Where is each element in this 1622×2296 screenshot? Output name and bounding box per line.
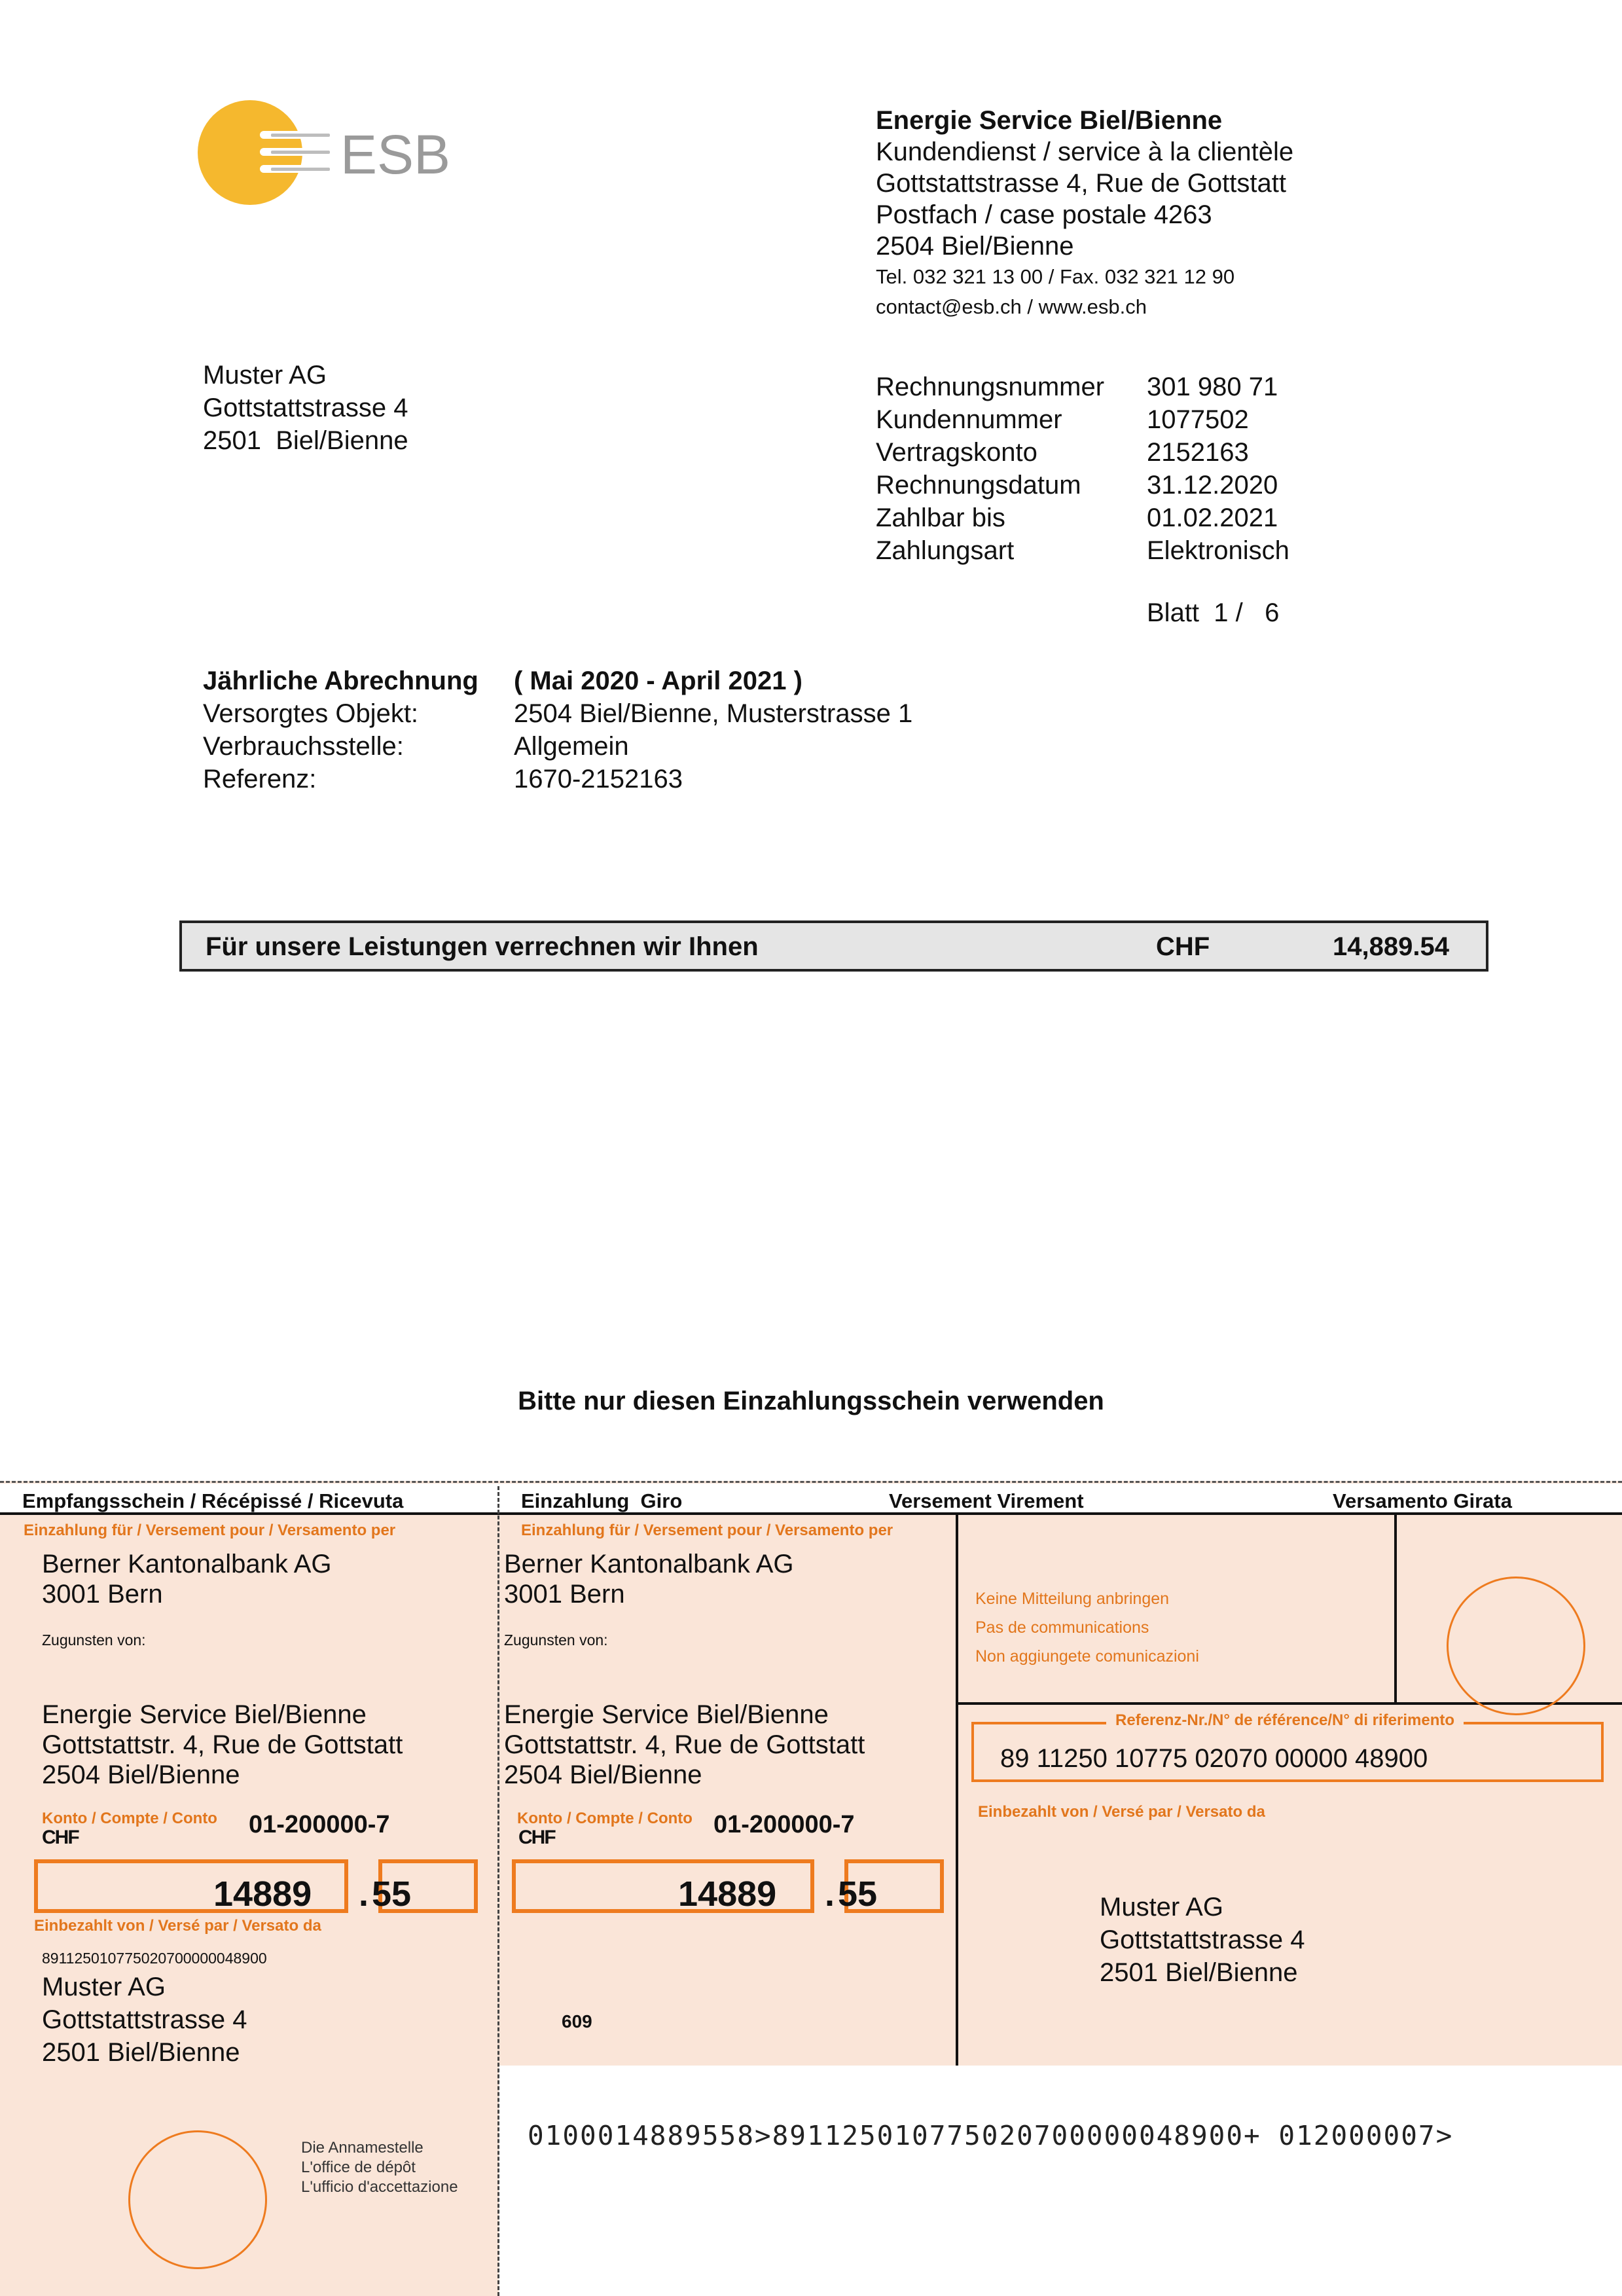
due-date: 01.02.2021: [1147, 503, 1278, 532]
cut-line: [0, 1481, 1622, 1483]
billing-details: [203, 665, 912, 795]
virement-title: Versement Virement: [889, 1489, 1084, 1512]
payment-payee-street: Gottstattstr. 4, Rue de Gottstatt: [504, 1730, 865, 1759]
receipt-payer-city: 2501 Biel/Bienne: [42, 2038, 240, 2067]
invoice-meta: [876, 371, 1289, 567]
total-amount: 14,889.54: [1333, 932, 1449, 961]
receipt-amount-cents: 55: [372, 1874, 412, 1914]
esb-logo: [198, 97, 460, 208]
receipt-stamp-circle: [128, 2130, 267, 2269]
office-de: Die Annamestelle: [301, 2139, 424, 2157]
receipt-bank-city: 3001 Bern: [42, 1580, 163, 1609]
payment-payee-city: 2504 Biel/Bienne: [504, 1760, 702, 1789]
due-date-label: Zahlbar bis: [876, 503, 1005, 532]
payment-bank-name: Berner Kantonalbank AG: [504, 1550, 794, 1578]
sender-department: Kundendienst / service à la clientèle: [876, 137, 1294, 166]
reference-number: 89 11250 10775 02070 00000 48900: [1000, 1744, 1428, 1773]
receipt-payee-city: 2504 Biel/Bienne: [42, 1760, 240, 1789]
sender-address: [876, 105, 1293, 322]
invoice-date-label: Rechnungsdatum: [876, 471, 1081, 500]
billing-period: ( Mai 2020 - April 2021 ): [514, 666, 802, 695]
payment-amount-dot: .: [825, 1874, 835, 1914]
office-it: L'ufficio d'accettazione: [301, 2178, 458, 2196]
receipt-bank-name: Berner Kantonalbank AG: [42, 1550, 332, 1578]
payment-for-label: Einzahlung für / Versement pour / Versamento per: [521, 1522, 893, 1539]
sender-city: 2504 Biel/Bienne: [876, 232, 1074, 261]
payment-method-label: Zahlungsart: [876, 536, 1015, 565]
ocr-codeline: 0100014889558>891125010775020700000048900+ 012000007>: [528, 2120, 1454, 2151]
payment-amount-cents: 55: [838, 1874, 878, 1914]
sender-contact[interactable]: contact@esb.ch / www.esb.ch: [876, 295, 1147, 318]
receipt-payer-street: Gottstattstrasse 4: [42, 2005, 247, 2034]
payment-payee: [504, 1700, 865, 1790]
customer-number: 1077502: [1147, 405, 1249, 434]
slip-vertical-rule: [956, 1514, 958, 2066]
invoice-date: 31.12.2020: [1147, 471, 1278, 500]
payment-amount-francs: 14889: [678, 1874, 777, 1914]
receipt-bank: [42, 1549, 332, 1609]
payment-bank-city: 3001 Bern: [504, 1580, 625, 1609]
payer-address: [1100, 1891, 1305, 1989]
post-stamp-circle: [1447, 1576, 1585, 1715]
receipt-title: Empfangsschein / Récépissé / Ricevuta: [22, 1489, 404, 1512]
reference-label: Referenz-Nr./N° de référence/N° di riferimento: [1106, 1711, 1464, 1730]
receipt-paid-by-label: Einbezahlt von / Versé par / Versato da: [34, 1917, 321, 1935]
reference-label: Referenz:: [203, 765, 317, 793]
payer-street: Gottstattstrasse 4: [1100, 1925, 1305, 1954]
codeline-zone: [499, 2066, 1622, 2296]
customer-number-label: Kundennummer: [876, 405, 1062, 434]
receipt-favor-label: Zugunsten von:: [42, 1631, 146, 1649]
receipt-amount-dot: .: [359, 1874, 369, 1914]
receipt-for-label: Einzahlung für / Versement pour / Versamento per: [24, 1522, 396, 1539]
invoice-number: 301 980 71: [1147, 373, 1278, 401]
recipient-city: 2501 Biel/Bienne: [203, 426, 408, 455]
total-amount-box: [179, 920, 1488, 972]
consumption-point: Allgemein: [514, 732, 629, 761]
receipt-account-label: Konto / Compte / Conto: [42, 1810, 217, 1827]
contract-account-label: Vertragskonto: [876, 438, 1037, 467]
no-message-it: Non aggiungete comunicazioni: [975, 1647, 1199, 1666]
total-text: Für unsere Leistungen verrechnen wir Ihnen: [206, 932, 759, 961]
sender-street: Gottstattstrasse 4, Rue de Gottstatt: [876, 169, 1286, 198]
payment-method: Elektronisch: [1147, 536, 1289, 565]
billing-title: Jährliche Abrechnung: [203, 666, 478, 695]
invoice-number-label: Rechnungsnummer: [876, 373, 1105, 401]
sender-pobox: Postfach / case postale 4263: [876, 200, 1212, 229]
payment-bank: [504, 1549, 794, 1609]
sender-name: Energie Service Biel/Bienne: [876, 106, 1223, 135]
payment-payee-name: Energie Service Biel/Bienne: [504, 1700, 829, 1729]
total-currency: CHF: [1156, 932, 1210, 961]
stamp-box-rule: [1394, 1514, 1397, 1704]
receipt-reference: 891125010775020700000048900: [42, 1950, 267, 1967]
payment-favor-label: Zugunsten von:: [504, 1631, 608, 1649]
receipt-payee-street: Gottstattstr. 4, Rue de Gottstatt: [42, 1730, 403, 1759]
no-message-fr: Pas de communications: [975, 1618, 1149, 1637]
payer-label: Einbezahlt von / Versé par / Versato da: [978, 1803, 1265, 1821]
receipt-account: 01-200000-7: [249, 1811, 390, 1838]
receipt-payer-name: Muster AG: [42, 1973, 166, 2001]
payment-account-label: Konto / Compte / Conto: [517, 1810, 693, 1827]
payer-name: Muster AG: [1100, 1893, 1223, 1922]
supplied-object-label: Versorgtes Objekt:: [203, 699, 419, 728]
supplied-object: 2504 Biel/Bienne, Musterstrasse 1: [514, 699, 913, 728]
contract-account: 2152163: [1147, 438, 1249, 467]
recipient-address: [203, 359, 408, 457]
receipt-amount-francs: 14889: [213, 1874, 312, 1914]
logo-text: ESB: [340, 124, 451, 185]
payment-currency: CHF: [518, 1827, 555, 1848]
payer-city: 2501 Biel/Bienne: [1100, 1958, 1298, 1987]
payment-account: 01-200000-7: [713, 1811, 855, 1838]
acceptance-office: [301, 2138, 458, 2197]
office-fr: L'office de dépôt: [301, 2159, 416, 2176]
slip-notice: Bitte nur diesen Einzahlungsschein verwenden: [518, 1387, 1104, 1415]
girata-title: Versamento Girata: [1333, 1489, 1512, 1512]
receipt-separator: [497, 1486, 499, 2296]
reference: 1670-2152163: [514, 765, 683, 793]
receipt-payer: [42, 1971, 247, 2069]
receipt-payee-name: Energie Service Biel/Bienne: [42, 1700, 367, 1729]
no-message-notice: [975, 1584, 1199, 1671]
sheet-number: Blatt 1 / 6: [1147, 598, 1280, 627]
recipient-street: Gottstattstrasse 4: [203, 393, 408, 422]
receipt-payee: [42, 1700, 403, 1790]
recipient-name: Muster AG: [203, 361, 327, 390]
form-number: 609: [562, 2011, 592, 2032]
no-message-de: Keine Mitteilung anbringen: [975, 1590, 1170, 1608]
sender-phone-fax: Tel. 032 321 13 00 / Fax. 032 321 12 90: [876, 265, 1235, 288]
giro-title: Einzahlung Giro: [521, 1489, 683, 1512]
receipt-currency: CHF: [42, 1827, 79, 1848]
consumption-point-label: Verbrauchsstelle:: [203, 732, 404, 761]
